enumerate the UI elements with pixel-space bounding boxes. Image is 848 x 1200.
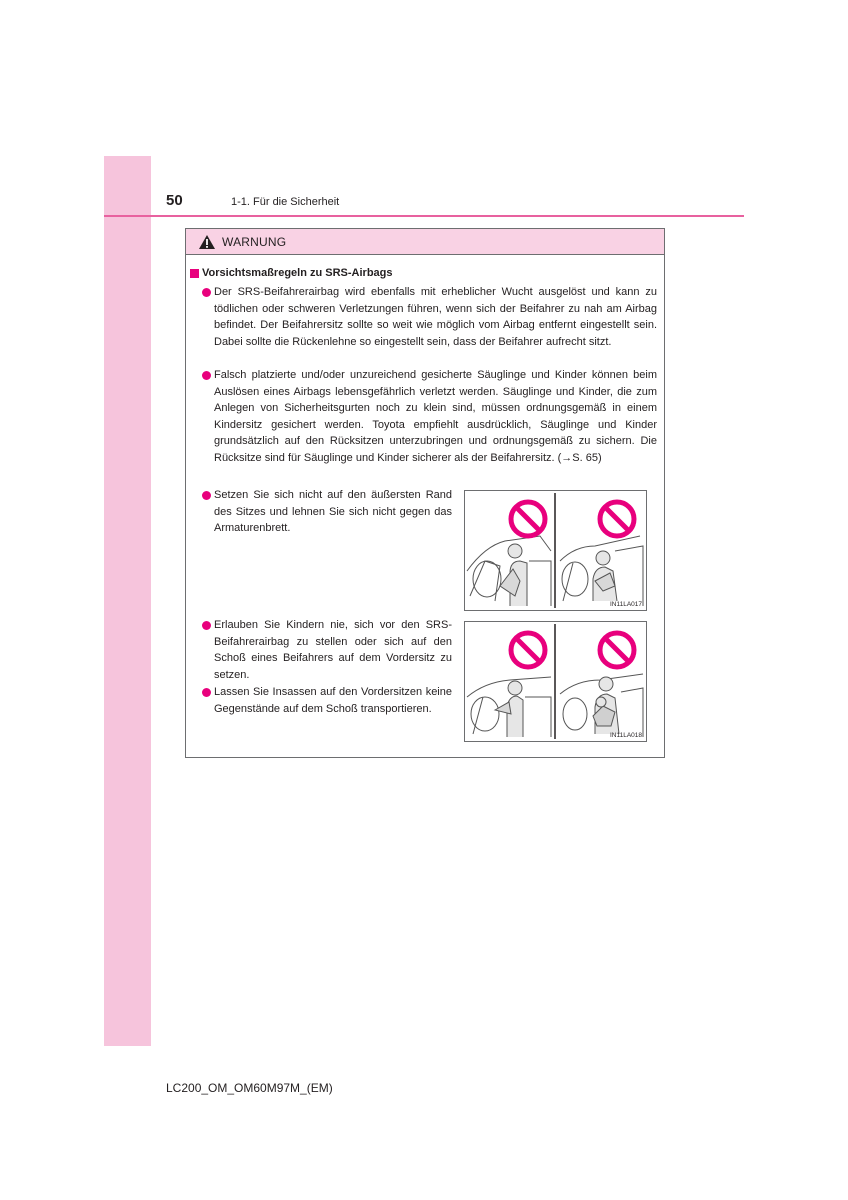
square-bullet-icon [190,269,199,278]
bullet-dot-icon [202,288,211,297]
bullet-dot-icon [202,371,211,380]
subheading-text: Vorsichtsmaßregeln zu SRS-Airbags [202,267,393,279]
warning-title: WARNUNG [222,234,287,249]
warning-triangle-icon [198,234,216,250]
document-code: LC200_OM_OM60M97M_(EM) [166,1081,333,1095]
bullet-text: Erlauben Sie Kindern nie, sich vor den SRS-Beifahrerairbag zu stellen oder sich auf den Schoß eines Beifahrers auf dem Vordersitz zu setzen. [214,619,452,681]
warning-header [186,229,664,255]
list-item [214,284,657,350]
list-item [214,617,452,683]
figure-code: IN11LA018 [609,732,642,739]
bullet-text: Setzen Sie sich nicht auf den äußersten Rand des Sitzes und lehnen Sie sich nicht gegen das Armaturenbrett. [214,489,452,534]
section-title: 1-1. Für die Sicherheit [231,196,340,208]
figure-code: IN11LA017 [609,601,642,608]
bullet-dot-icon [202,491,211,500]
warning-box [185,228,665,758]
list-item [214,487,452,537]
list-item [214,367,657,466]
page-number: 50 [166,192,183,209]
list-item [214,684,452,717]
illustration-seat-position [464,490,647,611]
bullet-text: Lassen Sie Insassen auf den Vordersitzen keine Gegenstände auf dem Schoß transportieren. [214,686,452,715]
header-rule [104,215,744,217]
subheading [190,267,393,279]
bullet-dot-icon [202,621,211,630]
side-tab-strip [104,156,151,1046]
bullet-dot-icon [202,688,211,697]
bullet-text: Der SRS-Beifahrerairbag wird ebenfalls mit erheblicher Wucht ausgelöst und kann zu tödlichen oder schweren Verletzungen führen, wenn sich der Beifahrer zu nah am Airbag befindet. Der Beifahrersitz sollte so weit wie möglich vom Airbag entfernt eingestellt sein. Dabei sollte die Rückenlehne so eingestellt sein, dass der Beifahrer aufrecht sitzt. [214,286,657,348]
bullet-text: Falsch platzierte und/oder unzureichend gesicherte Säuglinge und Kinder können beim Auslösen eines Airbags lebensgefährlich verletzt werden. Säuglinge und Kinder, die zum Anlegen von Sicherheitsgurten noch zu klein sind, müssen ordnungsgemäß in einem Kindersitz gesichert werden. Toyota empfiehlt ausdrücklich, Säuglinge und Kinder grundsätzlich auf den Rücksitzen unterzubringen und ordnungsgemäß zu sichern. Die Rücksitze sind für Säuglinge und Kinder sicherer als der Beifahrersitz. (→S. 65) [214,369,657,464]
illustration-child-passenger [464,621,647,742]
